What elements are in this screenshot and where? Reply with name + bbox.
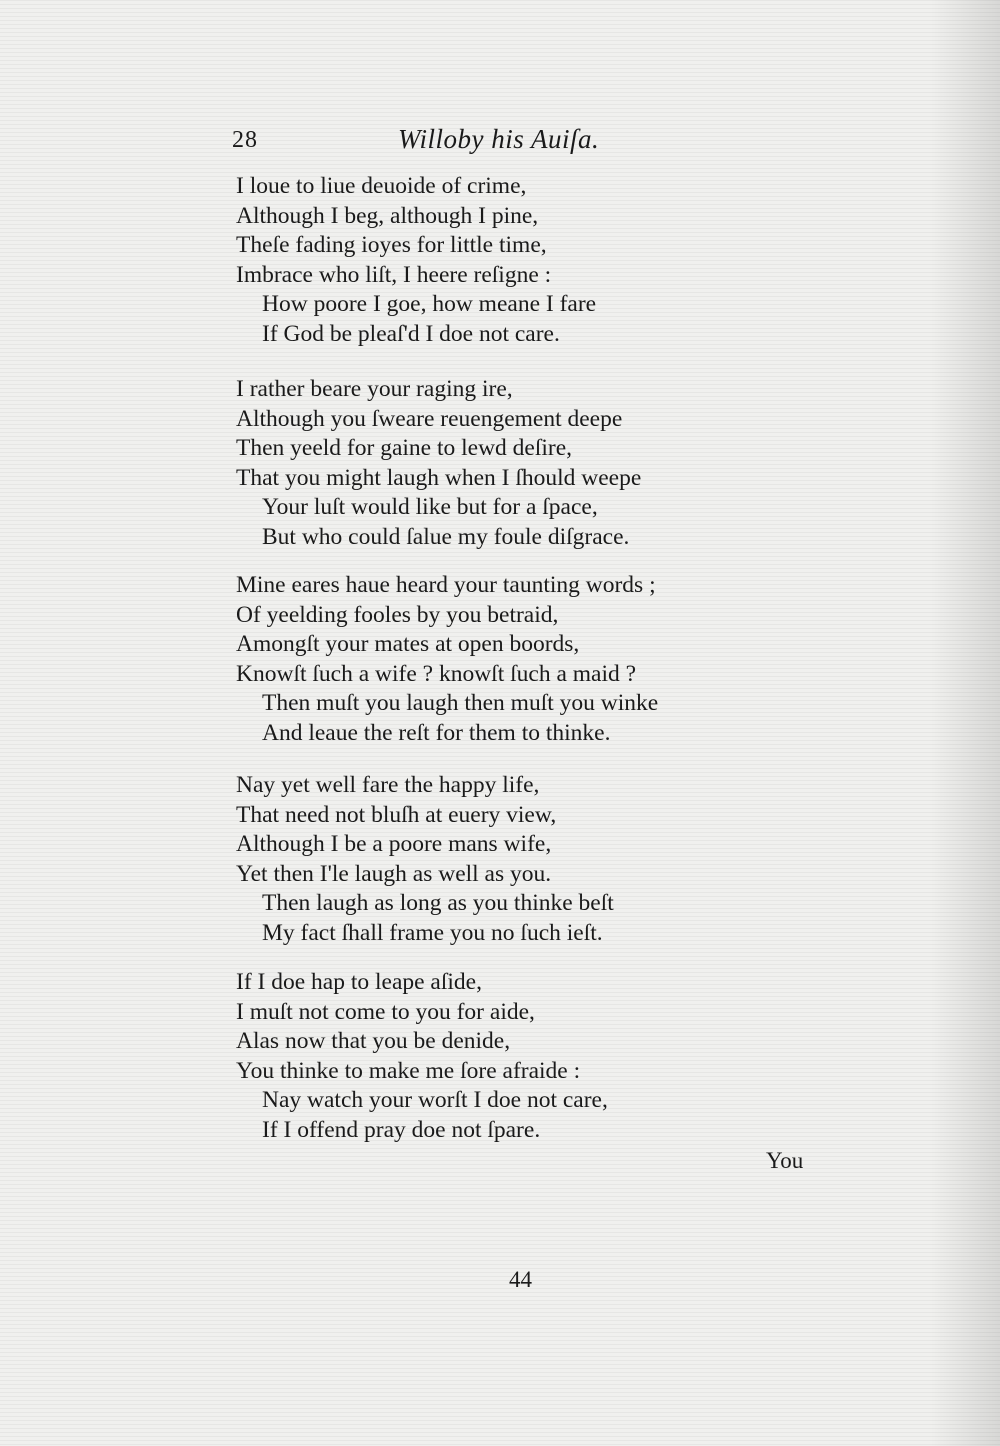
couplet-line: If God be pleaſ'd I doe not care. xyxy=(262,320,560,347)
verse-line: Although I be a poore mans wife, xyxy=(236,831,552,858)
folio-number: 44 xyxy=(509,1267,532,1292)
couplet-line: And leaue the reſt for them to thinke. xyxy=(262,719,611,746)
verse-line: Of yeelding fooles by you betraid, xyxy=(236,601,559,628)
running-title: Willoby his Auiſa. xyxy=(398,124,600,154)
verse-line: I loue to liue deuoide of crime, xyxy=(236,173,527,199)
couplet-line: My fact ſhall frame you no ſuch ieſt. xyxy=(262,919,603,946)
couplet-line: Your luſt would like but for a ſpace, xyxy=(262,494,598,521)
verse-line: That need not bluſh at euery view, xyxy=(236,801,557,828)
page-number: 28 xyxy=(232,127,258,153)
page-edge-shadow xyxy=(930,0,1000,1446)
catchword: You xyxy=(766,1148,804,1173)
stanza-5 xyxy=(236,968,796,1146)
couplet-line: If I offend pray doe not ſpare. xyxy=(262,1116,541,1143)
couplet-line: Nay watch your worſt I doe not care, xyxy=(262,1087,608,1114)
stanza-2 xyxy=(236,375,796,553)
verse-line: Nay yet well fare the happy life, xyxy=(236,772,540,798)
stanza-3 xyxy=(236,571,796,749)
verse-line: Amongſt your mates at open boords, xyxy=(236,631,580,658)
verse-line: Mine eares haue heard your taunting words ; xyxy=(236,572,656,598)
couplet-line: But who could ſalue my foule diſgrace. xyxy=(262,523,630,550)
verse-line: I rather beare your raging ire, xyxy=(236,376,513,402)
verse-line: Theſe fading ioyes for little time, xyxy=(236,232,547,259)
verse-line: Yet then I'le laugh as well as you. xyxy=(236,860,552,887)
verse-line: That you might laugh when I ſhould weepe xyxy=(236,464,642,491)
verse-line: I muſt not come to you for aide, xyxy=(236,998,535,1025)
verse-line: Alas now that you be denide, xyxy=(236,1028,511,1055)
couplet-line: Then muſt you laugh then muſt you winke xyxy=(262,690,659,717)
verse-line: Imbrace who liſt, I heere reſigne : xyxy=(236,261,552,288)
verse-line: Although I beg, although I pine, xyxy=(236,202,539,229)
verse-line: Knowſt ſuch a wife ? knowſt ſuch a maid ? xyxy=(236,660,637,687)
verse-line: You thinke to make me ſore afraide : xyxy=(236,1057,581,1084)
couplet-line: How poore I goe, how meane I fare xyxy=(262,291,597,318)
stanza-1 xyxy=(236,172,796,350)
couplet-line: Then laugh as long as you thinke beſt xyxy=(262,890,614,917)
verse-line: Although you ſweare reuengement deepe xyxy=(236,405,623,432)
verse-line: Then yeeld for gaine to lewd deſire, xyxy=(236,435,573,462)
verse-line: If I doe hap to leape aſide, xyxy=(236,969,482,995)
stanza-4 xyxy=(236,771,796,949)
